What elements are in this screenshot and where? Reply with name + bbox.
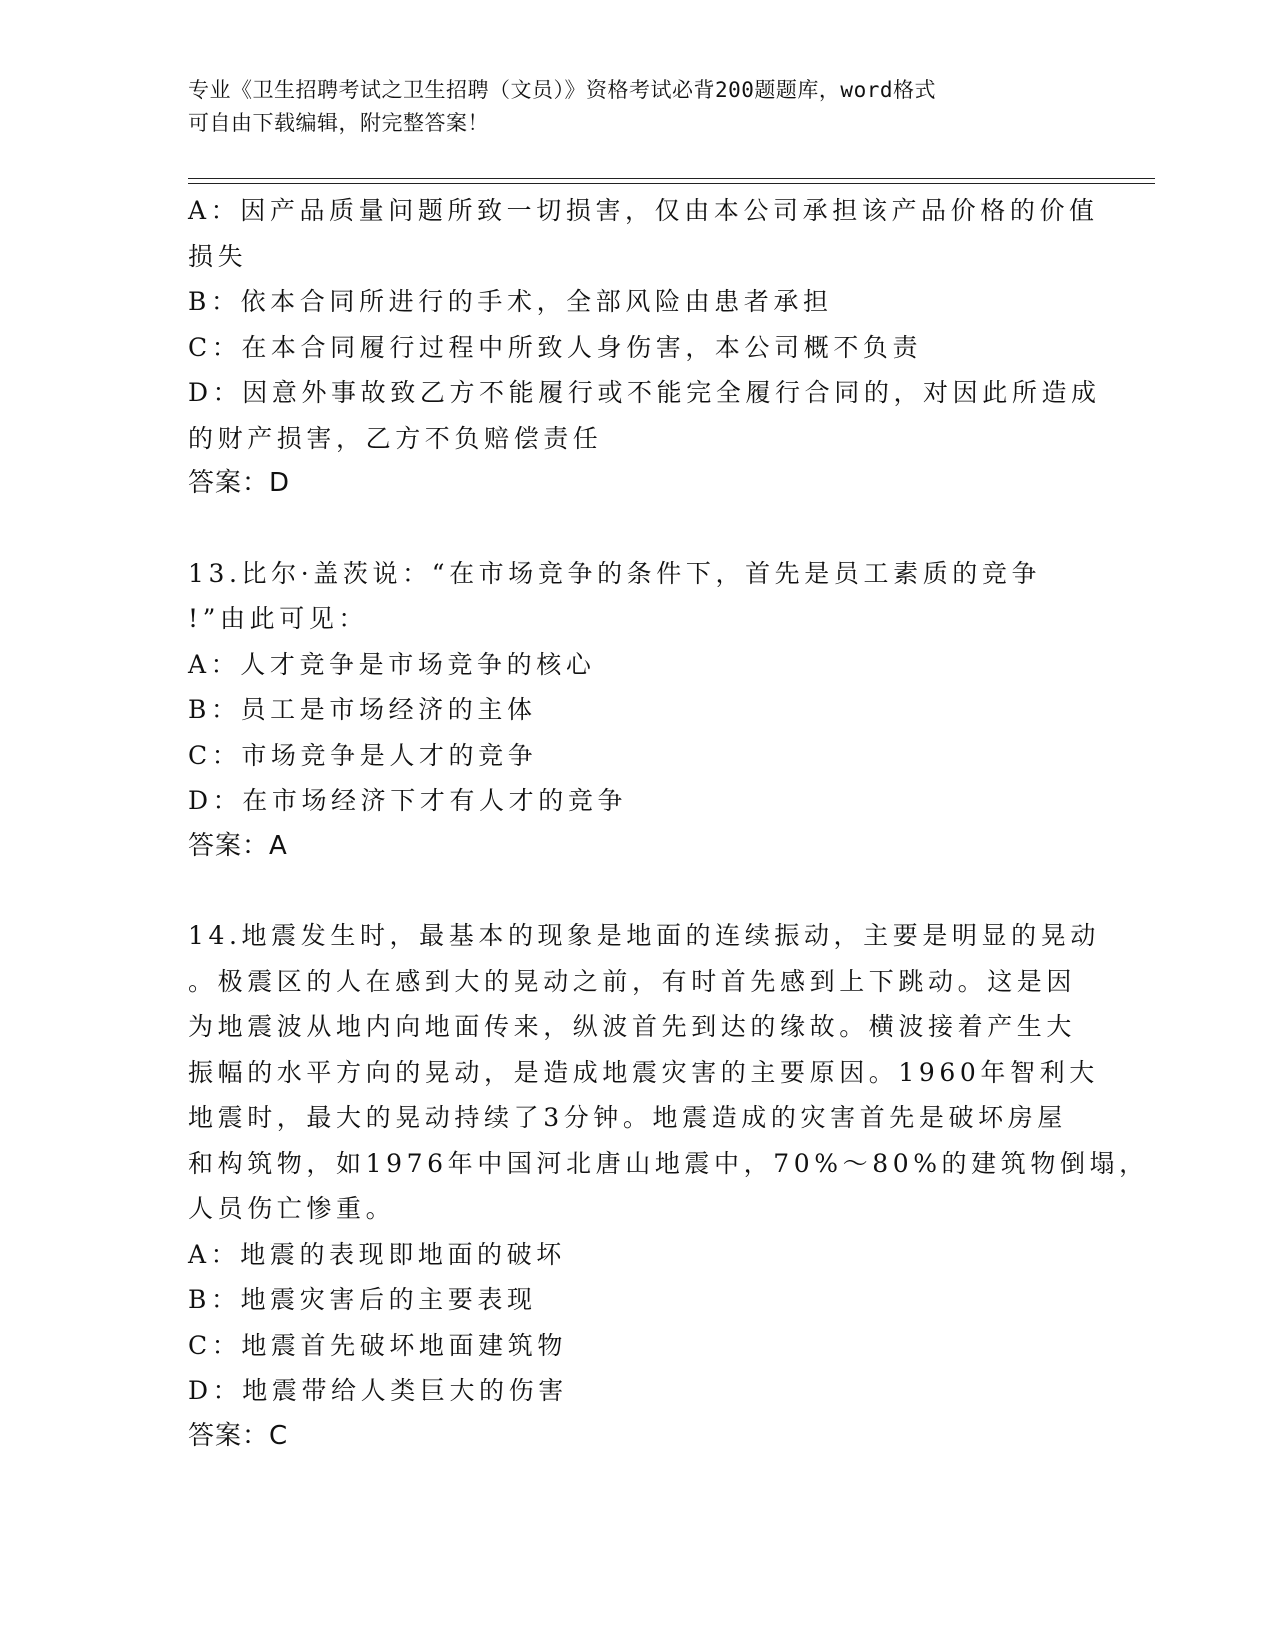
option-b: B：依本合同所进行的手术，全部风险由患者承担 (188, 287, 833, 316)
option-a: A：地震的表现即地面的破坏 (188, 1239, 566, 1269)
spacer (188, 507, 1078, 551)
answer: 答案：D (188, 468, 291, 498)
option-c: C：地震首先破坏地面建筑物 (188, 1330, 567, 1360)
spacer (188, 869, 1078, 913)
question-stem-continued: !”由此可见： (188, 604, 369, 633)
option-b: B：员工是市场经济的主体 (188, 695, 537, 724)
document-header (188, 74, 1068, 140)
question-stem-continued: 振幅的水平方向的晃动，是造成地震灾害的主要原因。1960年智利大 (188, 1057, 1099, 1087)
question-stem-continued: 和构筑物，如1976年中国河北唐山地震中，70%～80%的建筑物倒塌， (188, 1148, 1149, 1178)
document-body (188, 188, 1149, 1459)
question-stem-continued: 。极震区的人在感到大的晃动之前，有时首先感到上下跳动。这是因 (188, 966, 1077, 996)
header-divider-bottom (188, 183, 1155, 184)
option-c: C：在本合同履行过程中所致人身伤害，本公司概不负责 (188, 332, 923, 362)
option-d: D：在市场经济下才有人才的竞争 (188, 786, 628, 815)
answer: 答案：A (188, 830, 288, 861)
option-a: A：人才竞争是市场竞争的核心 (188, 649, 596, 679)
option-a: A：因产品质量问题所致一切损害，仅由本公司承担该产品价格的价值 (188, 196, 1099, 225)
option-d: D：地震带给人类巨大的伤害 (188, 1376, 568, 1405)
option-b: B：地震灾害后的主要表现 (188, 1285, 537, 1314)
question-stem-continued: 地震时，最大的晃动持续了3分钟。地震造成的灾害首先是破坏房屋 (188, 1103, 1067, 1132)
option-a-continued: 损失 (188, 241, 248, 271)
question-stem-continued: 为地震波从地内向地面传来，纵波首先到达的缘故。横波接着产生大 (188, 1012, 1077, 1041)
option-d: D：因意外事故致乙方不能履行或不能完全履行合同的，对因此所造成 (188, 378, 1101, 407)
option-d-continued: 的财产损害，乙方不负赔偿责任 (188, 423, 603, 453)
header-divider-top (188, 178, 1155, 179)
question-12 (188, 188, 1101, 507)
question-stem: 14.地震发生时，最基本的现象是地面的连续振动，主要是明显的晃动 (188, 921, 1100, 950)
question-stem: 13.比尔·盖茨说：“在市场竞争的条件下，首先是员工素质的竞争 (188, 558, 1042, 588)
header-line-1: 专业《卫生招聘考试之卫生招聘（文员）》资格考试必背200题题库，word格式 (188, 78, 936, 102)
question-stem-continued: 人员伤亡惨重。 (188, 1194, 396, 1223)
question-13 (188, 551, 1078, 870)
answer: 答案：C (188, 1420, 289, 1451)
option-c: C：市场竞争是人才的竞争 (188, 740, 538, 770)
header-line-2: 可自由下载编辑，附完整答案！ (188, 111, 489, 135)
question-14 (188, 913, 1149, 1459)
